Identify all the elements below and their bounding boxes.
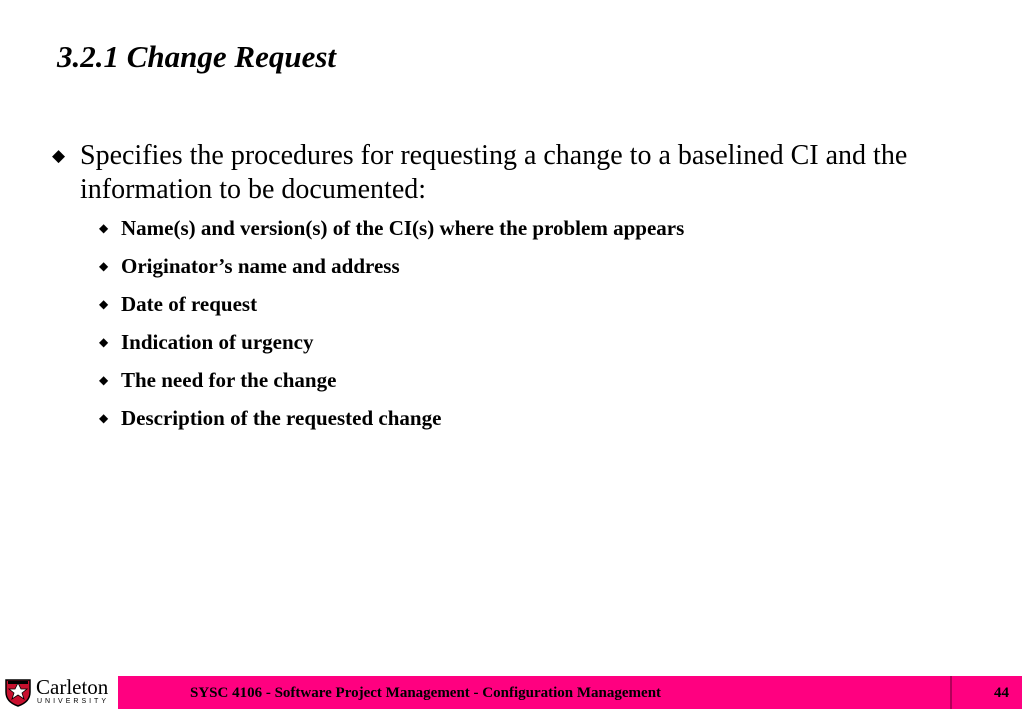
carleton-crest-icon [4,678,32,707]
diamond-bullet-icon: ◆ [99,335,109,349]
diamond-bullet-icon: ◆ [99,297,109,311]
sub-bullet-text: Originator’s name and address [121,254,400,278]
sub-bullet-text: Description of the requested change [121,406,442,430]
slide-footer [0,676,1024,709]
carleton-logo [2,676,118,709]
diamond-bullet-icon: ◆ [99,221,109,235]
diamond-bullet-icon: ◆ [52,146,66,166]
diamond-bullet-icon: ◆ [99,259,109,273]
logo-name: Carleton [36,675,109,699]
page-number: 44 [994,685,1009,701]
main-bullet-text: Specifies the procedures for requesting a change to a baselined CI and the information to be documented: [80,140,908,205]
sub-bullet-text: Indication of urgency [121,330,314,354]
sub-bullet-text: Name(s) and version(s) of the CI(s) where the problem appears [121,216,685,240]
logo-subtitle: UNIVERSITY [37,698,110,705]
main-bullet-item [52,139,932,207]
sub-bullet-text: Date of request [121,292,258,316]
diamond-bullet-icon: ◆ [99,411,109,425]
diamond-bullet-icon: ◆ [99,373,109,387]
sub-bullet-text: The need for the change [121,368,337,392]
footer-divider [950,676,952,709]
slide-title: 3.2.1 Change Request [57,39,337,74]
footer-bar [118,676,1022,709]
course-title: SYSC 4106 - Software Project Management - Configuration Management [190,685,662,701]
